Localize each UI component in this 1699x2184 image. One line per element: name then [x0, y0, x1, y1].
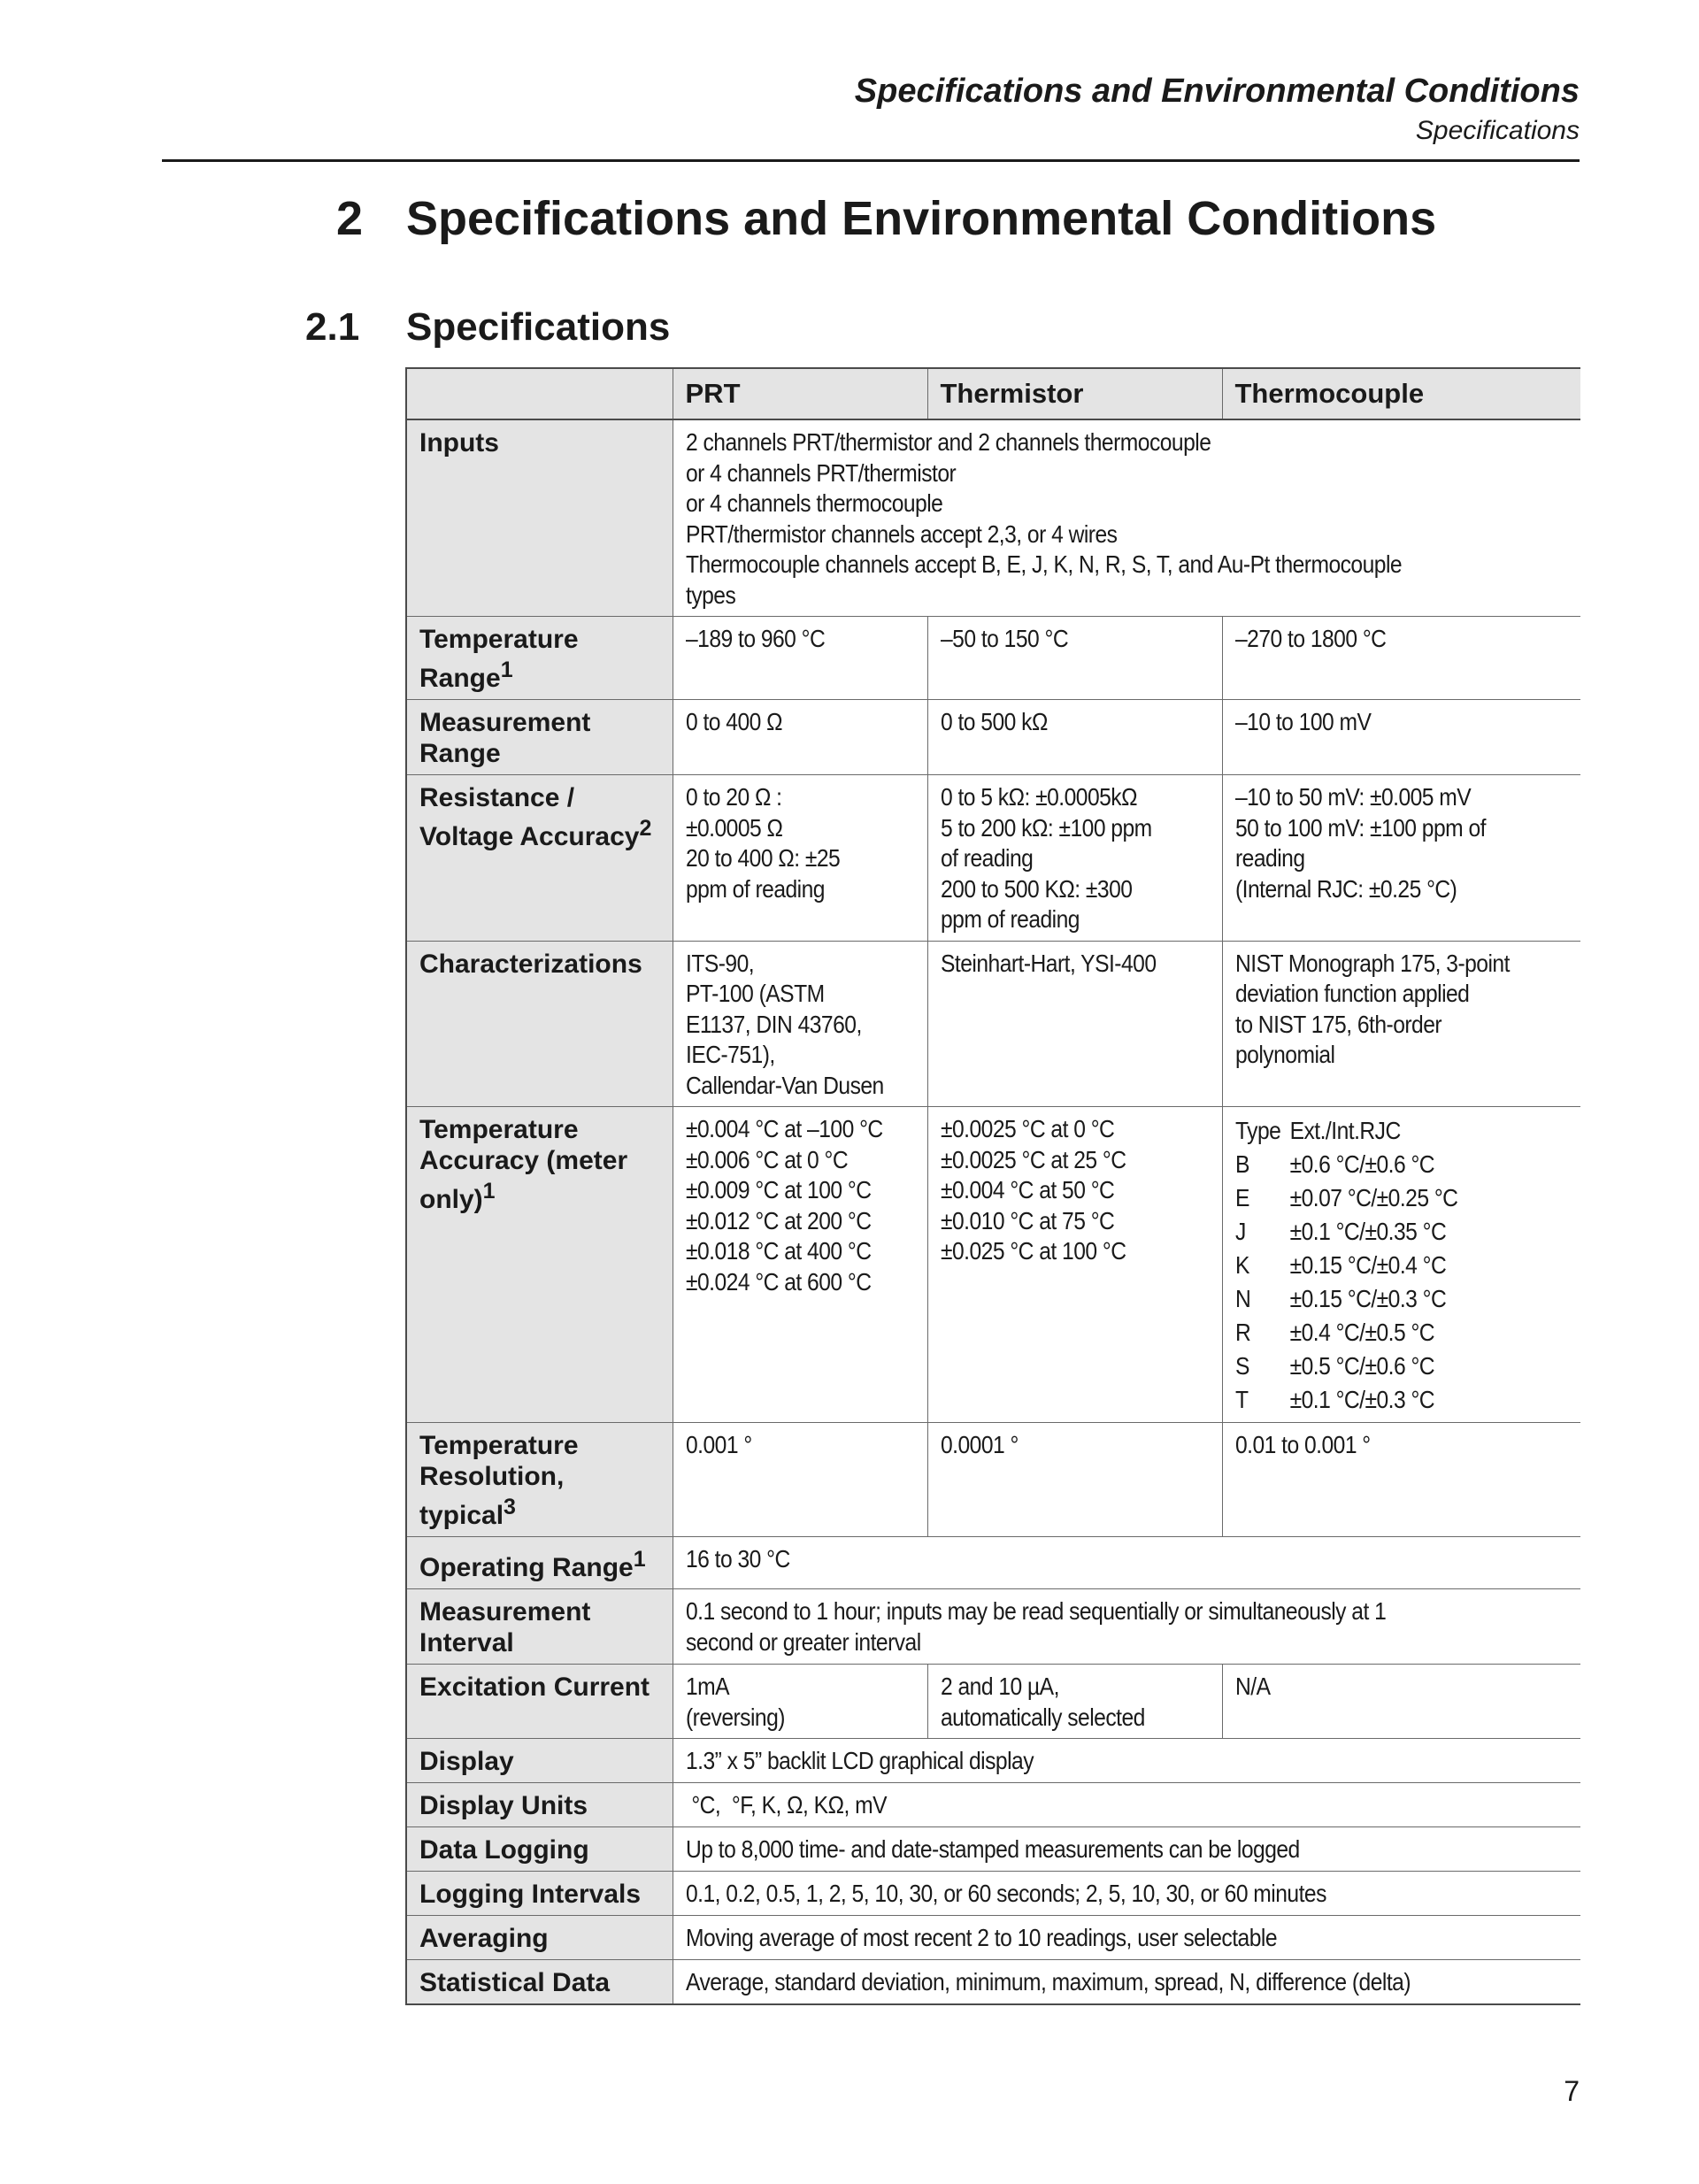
- table-row: [406, 700, 1580, 775]
- tc-type: B: [1234, 1150, 1249, 1178]
- table-row: [406, 1665, 1580, 1739]
- thermocouple-value: [1222, 1107, 1580, 1423]
- text-line: ±0.004 °C at –100 °C: [685, 1115, 883, 1142]
- text-line: 2 channels PRT/thermistor and 2 channels thermocouple: [685, 428, 1211, 456]
- value-text: 0.0001 °: [940, 1431, 1019, 1458]
- text-line: 2 and 10 µA,: [940, 1673, 1059, 1700]
- value-text: Up to 8,000 time- and date-stamped measurements can be logged: [685, 1835, 1300, 1863]
- table-header-row: [406, 368, 1580, 419]
- text-line: –10 to 50 mV: ±0.005 mV: [1234, 783, 1471, 811]
- row-label: [406, 617, 673, 700]
- row-label: [406, 775, 673, 942]
- running-header-subtitle: Specifications: [1415, 116, 1580, 145]
- thermocouple-value: [1222, 1665, 1580, 1739]
- text-line: polynomial: [1234, 1041, 1335, 1068]
- row-label: Excitation Current: [406, 1665, 673, 1739]
- thermistor-value: [927, 775, 1222, 942]
- text-line: Steinhart-Hart, YSI-400: [940, 949, 1157, 977]
- row-label-text: Temperature Accuracy (meter only): [419, 1115, 628, 1214]
- data-logging-value: [673, 1827, 1580, 1872]
- text-line: automatically selected: [940, 1703, 1145, 1731]
- row-label-text: Operating Range: [419, 1553, 634, 1582]
- row-label: Characterizations: [406, 941, 673, 1107]
- section-number: 2.1: [305, 305, 360, 349]
- table-row: [406, 1872, 1580, 1916]
- row-label: Logging Intervals: [406, 1872, 673, 1916]
- thermistor-value: [927, 700, 1222, 775]
- row-label: Measurement Range: [406, 700, 673, 775]
- row-label: Measurement Interval: [406, 1589, 673, 1665]
- text-line: ±0.006 °C at 0 °C: [685, 1145, 848, 1173]
- statistical-data-value: [673, 1960, 1580, 2005]
- chapter-title: Specifications and Environmental Conditions: [406, 192, 1437, 245]
- inputs-value: [673, 419, 1580, 617]
- table-row: [406, 1827, 1580, 1872]
- value-text: 0.001 °: [685, 1431, 752, 1458]
- running-header: [855, 71, 1580, 149]
- text-line: ±0.0025 °C at 25 °C: [940, 1145, 1126, 1173]
- text-line: E1137, DIN 43760,: [685, 1010, 862, 1038]
- value-text: Average, standard deviation, minimum, maximum, spread, N, difference (delta): [685, 1968, 1411, 1996]
- specifications-table: [405, 367, 1580, 2005]
- row-label: Data Logging: [406, 1827, 673, 1872]
- row-label: Display Units: [406, 1783, 673, 1827]
- text-line: 5 to 200 kΩ: ±100 ppm: [940, 813, 1152, 842]
- text-line: second or greater interval: [685, 1627, 921, 1656]
- measurement-interval-value: [673, 1589, 1580, 1665]
- value-text: 16 to 30 °C: [685, 1545, 790, 1573]
- value-text: 0 to 500 kΩ: [940, 708, 1048, 735]
- text-line: types: [685, 581, 735, 609]
- tc-accuracy: ±0.15 °C/±0.3 °C: [1289, 1285, 1446, 1312]
- table-row: [406, 1960, 1580, 2005]
- row-label: [406, 1107, 673, 1423]
- text-line: NIST Monograph 175, 3-point: [1234, 949, 1510, 977]
- text-line: ppm of reading: [685, 874, 825, 903]
- prt-value: [673, 617, 927, 700]
- tc-accuracy: ±0.15 °C/±0.4 °C: [1289, 1251, 1446, 1279]
- prt-value: [673, 1423, 927, 1537]
- text-line: ±0.0025 °C at 0 °C: [940, 1115, 1114, 1142]
- prt-value: [673, 1665, 927, 1739]
- table-row: [406, 419, 1580, 617]
- thermocouple-value: [1222, 700, 1580, 775]
- table-row: [406, 775, 1580, 942]
- footnote-marker: 3: [504, 1495, 516, 1519]
- thermocouple-accuracy-grid: [1235, 1114, 1457, 1417]
- footnote-marker: 1: [633, 1547, 646, 1572]
- text-line: of reading: [940, 844, 1033, 872]
- value-text: 0 to 400 Ω: [685, 708, 782, 735]
- table-row: [406, 1589, 1580, 1665]
- text-line: ±0.0005 Ω: [685, 813, 782, 842]
- footnote-marker: 1: [482, 1179, 496, 1204]
- text-line: PRT/thermistor channels accept 2,3, or 4 wires: [685, 519, 1117, 548]
- footnote-marker: 2: [639, 816, 652, 841]
- column-header-thermistor: Thermistor: [927, 368, 1222, 419]
- tc-accuracy: ±0.5 °C/±0.6 °C: [1289, 1352, 1434, 1380]
- thermistor-value: [927, 617, 1222, 700]
- text-line: 0 to 20 Ω :: [685, 783, 782, 811]
- text-line: 0 to 5 kΩ: ±0.0005kΩ: [940, 783, 1137, 811]
- logging-intervals-value: [673, 1872, 1580, 1916]
- thermistor-value: [927, 1423, 1222, 1537]
- tc-type: S: [1234, 1352, 1249, 1380]
- column-header-blank: [406, 368, 673, 419]
- thermocouple-value: [1222, 775, 1580, 942]
- row-label: Averaging: [406, 1916, 673, 1960]
- text-line: (reversing): [685, 1703, 785, 1731]
- value-text: –270 to 1800 °C: [1234, 625, 1386, 652]
- text-line: 1mA: [685, 1673, 729, 1700]
- text-line: Thermocouple channels accept B, E, J, K, N, R, S, T, and Au-Pt thermocouple: [685, 550, 1402, 578]
- table-row: [406, 1107, 1580, 1423]
- row-label-text: Resistance / Voltage Accuracy: [419, 783, 640, 851]
- text-line: PT-100 (ASTM: [685, 980, 825, 1007]
- tc-type: N: [1234, 1285, 1250, 1312]
- operating-range-value: [673, 1537, 1580, 1589]
- tc-accuracy: Ext./Int.RJC: [1289, 1117, 1401, 1144]
- averaging-value: [673, 1916, 1580, 1960]
- text-line: ITS-90,: [685, 949, 754, 977]
- prt-value: [673, 700, 927, 775]
- text-line: 20 to 400 Ω: ±25: [685, 844, 840, 872]
- tc-accuracy: ±0.07 °C/±0.25 °C: [1289, 1184, 1457, 1211]
- value-text: 0.1, 0.2, 0.5, 1, 2, 5, 10, 30, or 60 seconds; 2, 5, 10, 30, or 60 minutes: [685, 1880, 1326, 1907]
- table-row: [406, 1739, 1580, 1783]
- section-title: Specifications: [406, 305, 671, 349]
- prt-value: [673, 941, 927, 1107]
- thermocouple-value: [1222, 617, 1580, 700]
- text-line: ±0.018 °C at 400 °C: [685, 1237, 871, 1265]
- value-text: Moving average of most recent 2 to 10 readings, user selectable: [685, 1924, 1277, 1951]
- tc-accuracy: ±0.6 °C/±0.6 °C: [1289, 1150, 1434, 1178]
- text-line: reading: [1234, 844, 1305, 872]
- text-line: 200 to 500 KΩ: ±300: [940, 874, 1132, 903]
- table-row: [406, 1537, 1580, 1589]
- thermistor-value: [927, 1107, 1222, 1423]
- value-text: –10 to 100 mV: [1234, 708, 1371, 735]
- tc-accuracy: ±0.1 °C/±0.35 °C: [1289, 1218, 1446, 1245]
- text-line: ±0.010 °C at 75 °C: [940, 1206, 1114, 1234]
- value-text: °C, °F, K, Ω, KΩ, mV: [685, 1791, 887, 1819]
- thermocouple-value: [1222, 941, 1580, 1107]
- table-row: [406, 1783, 1580, 1827]
- display-value: [673, 1739, 1580, 1783]
- text-line: ppm of reading: [940, 905, 1080, 933]
- table-row: [406, 1423, 1580, 1537]
- text-line: 50 to 100 mV: ±100 ppm of: [1234, 813, 1486, 842]
- chapter-number: 2: [336, 192, 364, 245]
- value-text: –50 to 150 °C: [940, 625, 1068, 652]
- tc-accuracy: ±0.1 °C/±0.3 °C: [1289, 1386, 1434, 1413]
- tc-type: R: [1234, 1319, 1250, 1346]
- header-rule: [162, 159, 1580, 162]
- table-row: [406, 617, 1580, 700]
- tc-type: E: [1234, 1184, 1249, 1211]
- row-label: [406, 1537, 673, 1589]
- thermistor-value: [927, 1665, 1222, 1739]
- value-text: –189 to 960 °C: [685, 625, 825, 652]
- page-number: 7: [1564, 2075, 1580, 2107]
- tc-type: Type: [1234, 1117, 1280, 1144]
- text-line: or 4 channels PRT/thermistor: [685, 458, 956, 487]
- text-line: deviation function applied: [1234, 980, 1469, 1007]
- text-line: to NIST 175, 6th-order: [1234, 1010, 1441, 1038]
- column-header-prt: PRT: [673, 368, 927, 419]
- footnote-marker: 1: [500, 658, 513, 682]
- row-label: Inputs: [406, 419, 673, 617]
- tc-type: K: [1234, 1251, 1249, 1279]
- thermistor-value: [927, 941, 1222, 1107]
- text-line: ±0.024 °C at 600 °C: [685, 1267, 871, 1296]
- text-line: 0.1 second to 1 hour; inputs may be read sequentially or simultaneously at 1: [685, 1597, 1386, 1625]
- tc-type: J: [1234, 1218, 1246, 1245]
- text-line: ±0.012 °C at 200 °C: [685, 1206, 871, 1234]
- text-line: (Internal RJC: ±0.25 °C): [1234, 874, 1457, 903]
- row-label: Statistical Data: [406, 1960, 673, 2005]
- prt-value: [673, 775, 927, 942]
- table-row: [406, 1916, 1580, 1960]
- text-line: Callendar-Van Dusen: [685, 1071, 884, 1099]
- tc-accuracy: ±0.4 °C/±0.5 °C: [1289, 1319, 1434, 1346]
- row-label-text: Temperature Resolution, typical: [419, 1431, 579, 1530]
- text-line: ±0.009 °C at 100 °C: [685, 1176, 871, 1204]
- tc-type: T: [1234, 1386, 1249, 1413]
- column-header-thermocouple: Thermocouple: [1222, 368, 1580, 419]
- value-text: 1.3” x 5” backlit LCD graphical display: [685, 1747, 1034, 1774]
- text-line: IEC-751),: [685, 1041, 775, 1068]
- table-row: [406, 941, 1580, 1107]
- value-text: 0.01 to 0.001 °: [1234, 1431, 1371, 1458]
- value-text: N/A: [1234, 1673, 1271, 1700]
- text-line: or 4 channels thermocouple: [685, 489, 942, 517]
- display-units-value: [673, 1783, 1580, 1827]
- text-line: ±0.025 °C at 100 °C: [940, 1237, 1126, 1265]
- thermocouple-value: [1222, 1423, 1580, 1537]
- row-label: Display: [406, 1739, 673, 1783]
- running-header-title: Specifications and Environmental Conditions: [854, 73, 1580, 110]
- prt-value: [673, 1107, 927, 1423]
- text-line: ±0.004 °C at 50 °C: [940, 1176, 1114, 1204]
- row-label-text: Temperature Range: [419, 625, 579, 693]
- row-label: [406, 1423, 673, 1537]
